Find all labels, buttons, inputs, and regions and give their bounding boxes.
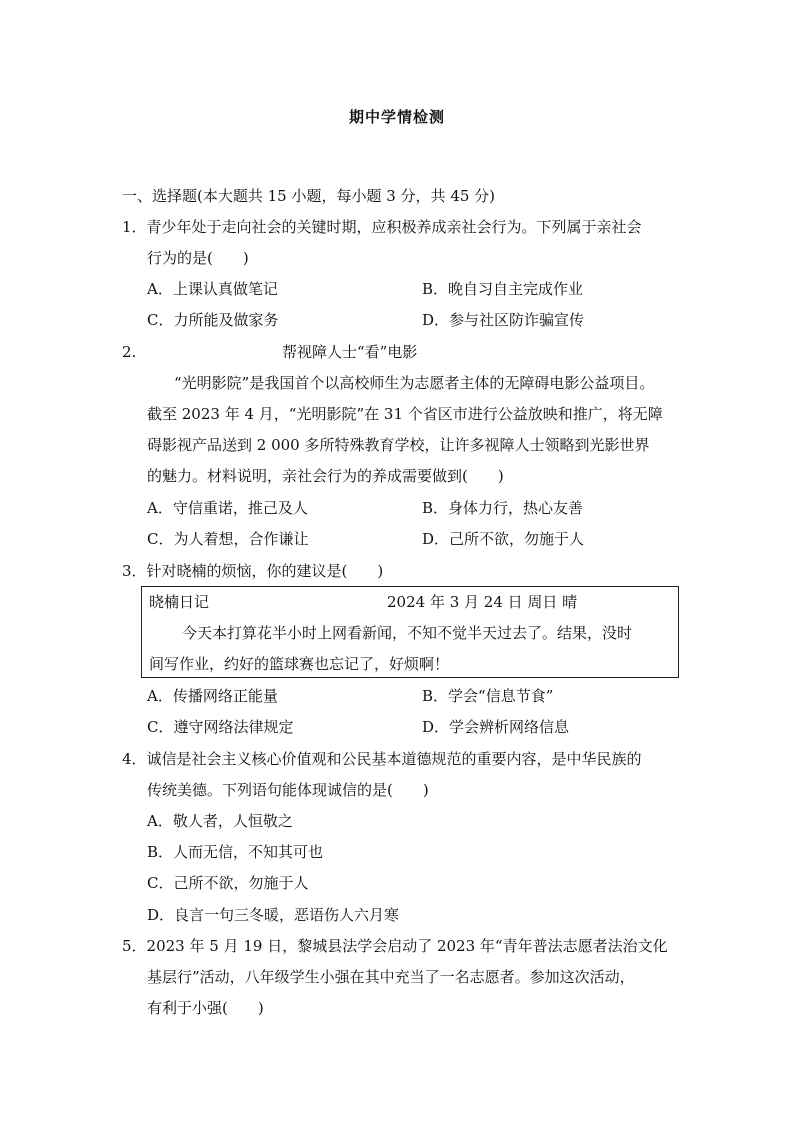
q3-option-d: D．学会辨析网络信息 — [422, 718, 570, 736]
q2-material-line2: 截至 2023 年 4 月，“光明影院”在 31 个省区市进行公益放映和推广，将无障 — [147, 405, 663, 423]
q2-option-b: B．身体力行，热心友善 — [422, 499, 584, 517]
q2-option-c: C．为人着想，合作谦让 — [147, 530, 309, 548]
q4-option-b: B．人而无信，不知其可也 — [147, 843, 324, 861]
q3-option-c: C．遵守网络法律规定 — [147, 718, 294, 736]
q1-stem-line1: 1．青少年处于走向社会的关键时期，应积极养成亲社会行为。下列属于亲社会 — [122, 218, 642, 236]
q2-material-line3: 碍影视产品送到 2 000 多所特殊教育学校，让许多视障人士领略到光影世界 — [147, 436, 650, 454]
q5-stem-line3: 有利于小强( ) — [147, 999, 264, 1017]
q4-stem-line1: 4．诚信是社会主义核心价值观和公民基本道德规范的重要内容，是中华民族的 — [122, 750, 642, 768]
q2-material-line4: 的魅力。材料说明，亲社会行为的养成需要做到( ) — [147, 467, 504, 485]
q4-option-c: C．己所不欲，勿施于人 — [147, 874, 309, 892]
q3-option-b: B．学会“信息节食” — [422, 687, 554, 705]
q1-option-a: A．上课认真做笔记 — [147, 280, 278, 298]
q4-stem-line2: 传统美德。下列语句能体现诚信的是( ) — [147, 781, 429, 799]
q2-number: 2. — [122, 343, 137, 361]
q1-option-c: C．力所能及做家务 — [147, 311, 279, 329]
q2-option-d: D．己所不欲，勿施于人 — [422, 530, 585, 548]
q3-option-a: A．传播网络正能量 — [147, 687, 278, 705]
q1-option-b: B．晚自习自主完成作业 — [422, 280, 584, 298]
diary-line2: 间写作业，约好的篮球赛也忘记了，好烦啊！ — [149, 655, 450, 673]
q2-material-title: 帮视障人士“看”电影 — [282, 343, 418, 361]
q3-stem: 3．针对晓楠的烦恼，你的建议是( ) — [122, 562, 384, 580]
diary-line1: 今天本打算花半小时上网看新闻，不知不觉半天过去了。结果，没时 — [182, 624, 633, 642]
q2-material-line1: “光明影院”是我国首个以高校师生为志愿者主体的无障碍电影公益项目。 — [174, 374, 655, 392]
q5-stem-line1: 5．2023 年 5 月 19 日，黎城县法学会启动了 2023 年“青年普法志愿者法治文化 — [122, 937, 668, 955]
q4-option-d: D．良言一句三冬暖，恶语伤人六月寒 — [147, 906, 400, 924]
section-heading: 一、选择题(本大题共 15 小题，每小题 3 分，共 45 分) — [122, 187, 496, 205]
diary-date: 2024 年 3 月 24 日 周日 晴 — [387, 593, 578, 611]
q1-option-d: D．参与社区防诈骗宣传 — [422, 311, 585, 329]
diary-name: 晓楠日记 — [149, 593, 210, 611]
page-title: 期中学情检测 — [348, 108, 445, 126]
q1-stem-line2: 行为的是( ) — [147, 249, 249, 267]
q4-option-a: A．敬人者，人恒敬之 — [147, 812, 293, 830]
q5-stem-line2: 基层行”活动，八年级学生小强在其中充当了一名志愿者。参加这次活动， — [147, 968, 635, 986]
q2-option-a: A．守信重诺，推己及人 — [147, 499, 308, 517]
